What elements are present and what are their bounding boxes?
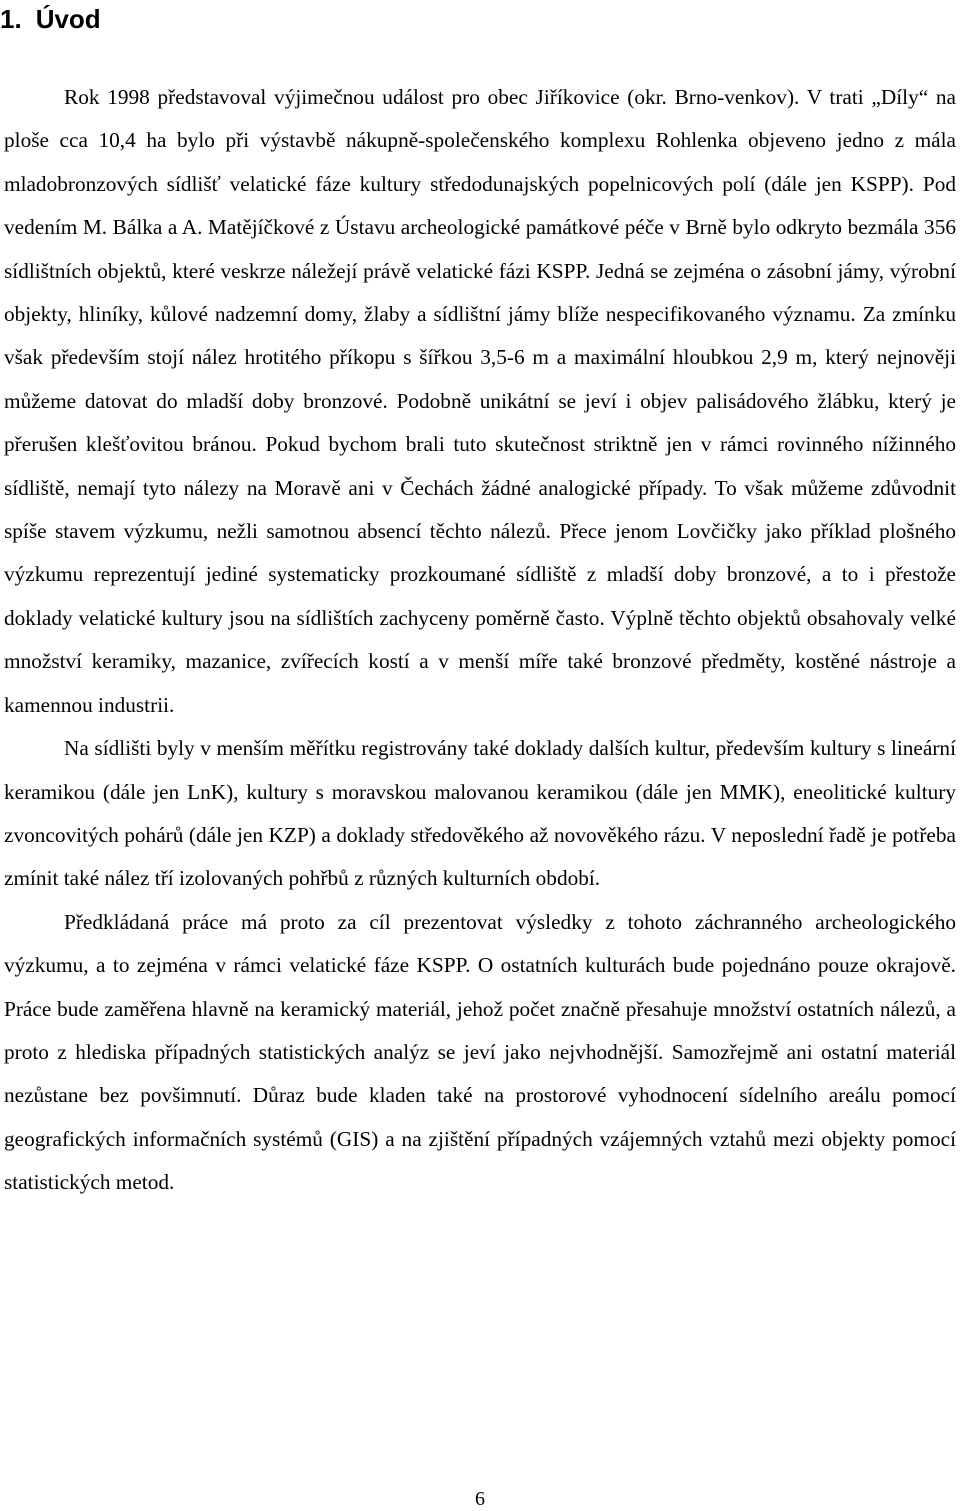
body-text (4, 76, 956, 1205)
paragraph-intro: Rok 1998 představoval výjimečnou událost pro obec Jiříkovice (okr. Brno-venkov). V trati „Díly“ na ploše cca 10,4 ha bylo při výstavbě nákupně-společenského komplexu Rohlenka objeveno jedno z mála mladobronzových sídlišť velatické fáze kultury středodunajských popelnicových polí (dále jen KSPP). Pod vedením M. Bálka a A. Matějíčkové z Ústavu archeologické památkové péče v Brně bylo odkryto bezmála 356 sídlištních objektů, které veskrze náležejí právě velatické fázi KSPP. Jedná se zejména o zásobní jámy, výrobní objekty, hliníky, kůlové nadzemní domy, žlaby a sídlištní jámy blíže nespecifikovaného významu. Za zmínku však především stojí nález hrotitého příkopu s šířkou 3,5-6 m a maximální hloubkou 2,9 m, který nejnověji můžeme datovat do mladší doby bronzové. Podobně unikátní se jeví i objev palisádového žlábku, který je přerušen klešťovitou bránou. Pokud bychom brali tuto skutečnost striktně jen v rámci rovinného nížinného sídliště, nemají tyto nálezy na Moravě ani v Čechách žádné analogické případy. To však můžeme zdůvodnit spíše stavem výzkumu, nežli samotnou absencí těchto nálezů. Přece jenom Lovčičky jako příklad plošného výzkumu reprezentují jediné systematicky prozkoumané sídliště z mladší doby bronzové, a to i přestože doklady velatické kultury jsou na sídlištích zachyceny poměrně často. Výplně těchto objektů obsahovaly velké množství keramiky, mazanice, zvířecích kostí a v menší míře také bronzové předměty, kostěné nástroje a kamennou industrii. (4, 85, 956, 717)
page-number: 6 (475, 1488, 485, 1510)
paragraph-other-cultures: Na sídlišti byly v menším měřítku registrovány také doklady dalších kultur, především kultury s lineární keramikou (dále jen LnK), kultury s moravskou malovanou keramikou (dále jen MMK), eneolitické kultury zvoncovitých pohárů (dále jen KZP) a doklady středověkého až novověkého rázu. V neposlední řadě je potřeba zmínit také nález tří izolovaných pohřbů z různých kulturních období. (4, 736, 956, 891)
chapter-heading (0, 4, 101, 34)
chapter-title: Úvod (35, 4, 101, 34)
paragraph-aims: Předkládaná práce má proto za cíl prezentovat výsledky z tohoto záchranného archeologického výzkumu, a to zejména v rámci velatické fáze KSPP. O ostatních kulturách bude pojednáno pouze okrajově. Práce bude zaměřena hlavně na keramický materiál, jehož počet značně přesahuje množství ostatních nálezů, a proto z hlediska případných statistických analýz se jeví jako nejvhodnější. Samozřejmě ani ostatní materiál nezůstane bez povšimnutí. Důraz bude kladen také na prostorové vyhodnocení sídelního areálu pomocí geografických informačních systémů (GIS) a na zjištění případných vzájemných vztahů mezi objekty pomocí statistických metod. (4, 909, 956, 1195)
chapter-number: 1. (0, 4, 22, 34)
